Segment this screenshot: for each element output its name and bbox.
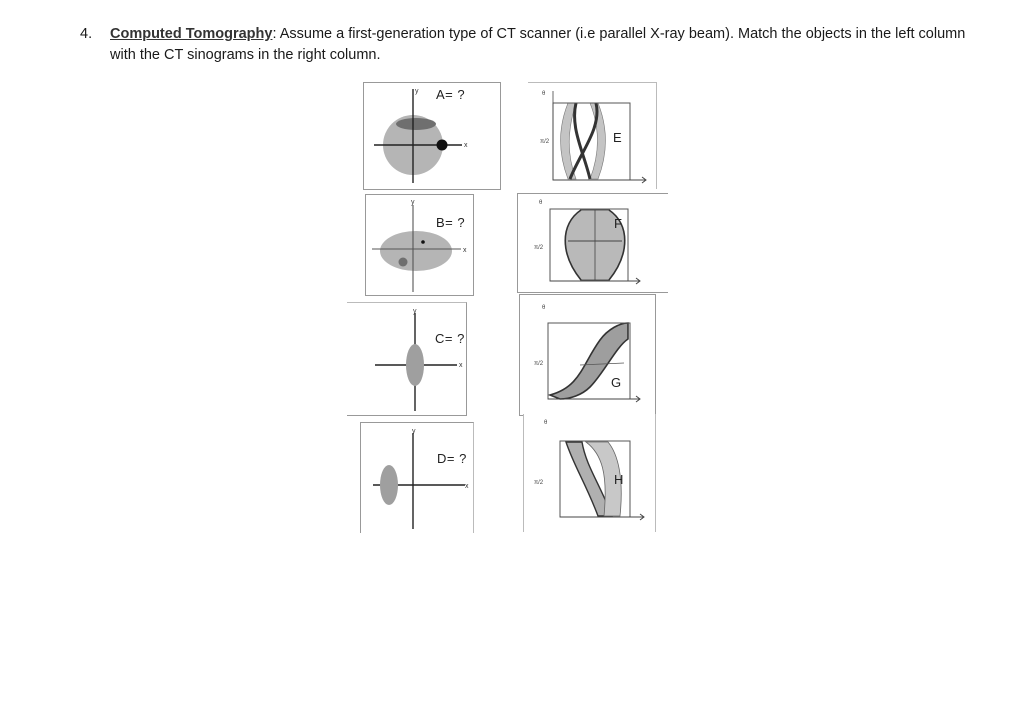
object-d-label: D= ? [437, 451, 467, 466]
object-c-panel [347, 302, 467, 416]
object-d-figure [361, 423, 473, 533]
object-d-panel [360, 422, 474, 533]
object-c-ellipse [406, 344, 424, 386]
x-axis-label: x [465, 483, 469, 490]
x-axis-label: x [464, 142, 468, 149]
sinogram-h-figure [524, 414, 655, 532]
object-b-figure [366, 195, 473, 295]
svg-text:θ: θ [542, 91, 546, 97]
y-axis-label: y [413, 308, 417, 315]
object-b-label: B= ? [436, 215, 466, 230]
object-c-figure [347, 303, 466, 415]
sinogram-g-panel [519, 294, 656, 416]
svg-text:θ: θ [539, 200, 543, 206]
sinogram-g-label: G [611, 375, 622, 390]
sinogram-f-panel [517, 193, 668, 293]
question-topic: Computed Tomography [110, 26, 273, 42]
svg-text:π/2: π/2 [534, 361, 544, 367]
object-a-label: A= ? [436, 87, 466, 102]
sinogram-h-label: H [614, 472, 624, 487]
object-c-label: C= ? [435, 331, 465, 346]
svg-text:θ: θ [544, 420, 548, 426]
question-number: 4. [80, 26, 93, 42]
x-axis-label: x [463, 247, 467, 254]
object-b-dot [399, 258, 408, 267]
y-axis-label: y [411, 199, 415, 206]
object-d-ellipse [380, 465, 398, 505]
sinogram-g-figure [520, 295, 655, 415]
y-axis-label: y [412, 428, 416, 435]
y-axis-label: y [415, 88, 419, 95]
svg-text:π/2: π/2 [540, 139, 550, 145]
sinogram-f-label: F [614, 216, 622, 231]
object-b-ellipse [380, 231, 452, 271]
object-a-point [437, 140, 448, 151]
question-body: : Assume a first-generation type of CT scanner (i.e parallel X-ray beam). Match the objects in the left column with the CT sinograms in the right column. [110, 26, 966, 63]
object-a-ellipse [396, 118, 436, 130]
question-text [110, 24, 970, 66]
sinogram-e-figure [528, 83, 656, 189]
svg-text:π/2: π/2 [534, 480, 544, 486]
object-a-panel [363, 82, 501, 190]
x-axis-label: x [459, 362, 463, 369]
svg-text:π/2: π/2 [534, 245, 544, 251]
svg-text:θ: θ [542, 305, 546, 311]
object-a-figure [364, 83, 500, 189]
sinogram-e-panel [528, 82, 657, 189]
sinogram-f-figure [518, 194, 668, 292]
sinogram-h-panel [523, 414, 656, 532]
object-b-panel [365, 194, 474, 296]
sinogram-e-label: E [613, 130, 622, 145]
object-b-point [421, 240, 425, 244]
